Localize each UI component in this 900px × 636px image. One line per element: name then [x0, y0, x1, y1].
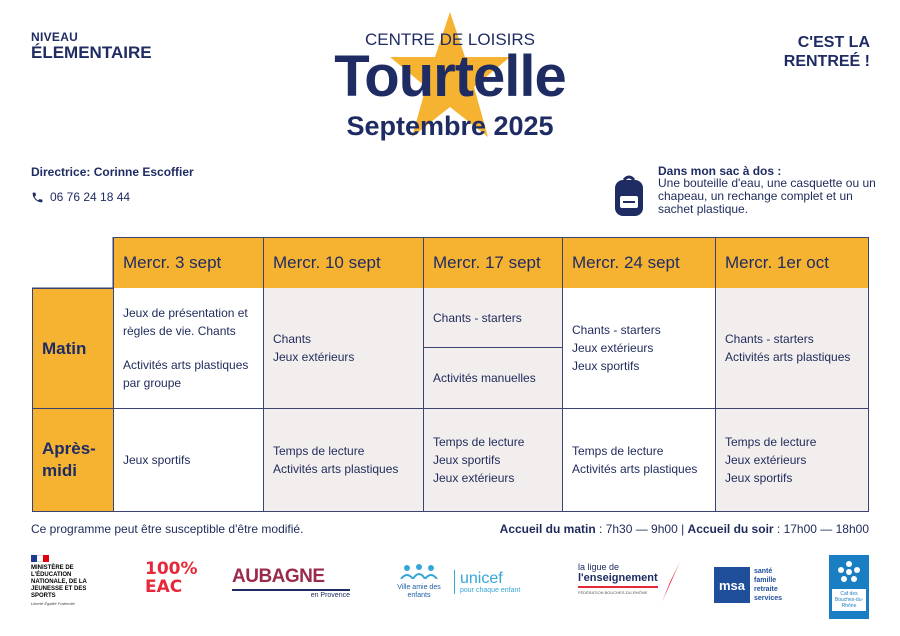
cell-matin-17-sept-top [424, 288, 563, 348]
aubagne-sub: en Provence [310, 592, 350, 599]
activity-text: Activités arts plastiques par groupe [123, 358, 249, 390]
cell-apres-1er-oct [716, 409, 869, 512]
aubagne-text: AUBAGNE [232, 566, 325, 587]
ligue-logo [578, 562, 683, 595]
rentree-banner [784, 33, 870, 71]
cell-apres-3-sept [113, 409, 264, 512]
centre-label: CENTRE DE LOISIRS [364, 30, 536, 49]
flag-icon [31, 555, 49, 562]
activity-text: Activités arts plastiques [273, 462, 399, 476]
msa-text [754, 567, 782, 603]
activity-text: Activités arts plastiques [725, 350, 851, 364]
rentree-line-2: RENTREÉ ! [783, 53, 870, 70]
schedule-table [32, 237, 869, 512]
row-header-matin: Matin [32, 288, 113, 409]
msa-line-3: retraite [754, 586, 778, 593]
ville-amie-mark [390, 563, 448, 600]
activity-text: Temps de lecture [572, 444, 664, 458]
sac-title: Dans mon sac à dos : [658, 164, 782, 178]
day-header: Mercr. 3 sept [113, 237, 264, 288]
accueil-hours [500, 522, 869, 536]
aubagne-logo [232, 567, 352, 599]
ligue-flag-icon [658, 562, 683, 602]
msa-logo [714, 567, 804, 603]
backpack-icon [612, 174, 646, 218]
unicef-text: unicef [460, 569, 503, 587]
ligue-line-2: l'enseignement [578, 572, 658, 584]
row-header-apres-line-1: Après- [42, 439, 96, 458]
ministere-text: MINISTÈRE DE L'ÉDUCATION NATIONALE, DE LA JEUNESSE ET DES SPORTS [31, 565, 87, 599]
phone-icon [31, 191, 44, 204]
cell-matin-24-sept [563, 288, 716, 409]
month-subtitle: Septembre 2025 [346, 111, 554, 141]
activity-text: Jeux sportifs [572, 359, 640, 373]
ministere-logo [31, 555, 101, 606]
ligue-line-1: la ligue de [578, 562, 620, 572]
activity-text: Chants [273, 332, 312, 346]
niveau-label: NIVEAU [31, 30, 79, 44]
activity-text: Chants - starters [433, 310, 522, 325]
msa-line-2: famille [754, 577, 777, 584]
phone-row [31, 190, 130, 204]
cell-apres-17-sept [424, 409, 563, 512]
phone-number: 06 76 24 18 44 [50, 190, 131, 204]
eac-text: 100% EAC [145, 559, 198, 597]
activity-text: Jeux extérieurs [273, 350, 355, 364]
activity-text: Jeux sportifs [123, 453, 191, 467]
day-header: Mercr. 10 sept [264, 237, 424, 288]
unicef-block [454, 570, 520, 594]
activity-text: Chants - starters [572, 323, 661, 337]
activity-text: Temps de lecture [273, 444, 365, 458]
activity-text: Jeux extérieurs [433, 471, 515, 485]
eac-logo [145, 559, 198, 597]
activity-text: Temps de lecture [433, 435, 525, 449]
activity-text: Jeux extérieurs [572, 341, 654, 355]
accueil-matin-value: : 7h30 — 9h00 | [595, 522, 688, 536]
day-header: Mercr. 17 sept [424, 237, 563, 288]
cell-matin-10-sept [264, 288, 424, 409]
activity-text: Activités arts plastiques [572, 462, 698, 476]
rentree-line-1: C'EST LA [797, 34, 870, 51]
activity-text: Jeux sportifs [725, 471, 793, 485]
page-title: Tourtelle [334, 44, 566, 109]
activity-text: Temps de lecture [725, 435, 817, 449]
ville-amie-text: Ville amie des enfants [397, 584, 441, 599]
day-header: Mercr. 24 sept [563, 237, 716, 288]
cell-matin-17-sept-bottom [424, 348, 563, 409]
activity-text: Jeux de présentation et règles de vie. Chants [123, 306, 248, 338]
caf-star-icon [836, 559, 862, 585]
ligue-rule [578, 586, 658, 588]
accueil-matin-label: Accueil du matin [499, 522, 596, 536]
activity-text: Jeux sportifs [433, 453, 501, 467]
niveau-value: ÉLEMENTAIRE [31, 43, 152, 62]
activity-text: Activités manuelles [433, 371, 536, 385]
day-header: Mercr. 1er oct [716, 237, 869, 288]
msa-line-1: santé [754, 568, 773, 575]
directrice-text: Directrice: Corinne Escoffier [31, 165, 194, 179]
modification-note: Ce programme peut être susceptible d'être modifié. [31, 522, 304, 536]
cell-apres-24-sept [563, 409, 716, 512]
unicef-logo [390, 563, 538, 600]
accueil-soir-label: Accueil du soir [687, 522, 774, 536]
caf-logo [829, 555, 869, 619]
accueil-soir-value: : 17h00 — 18h00 [773, 522, 869, 536]
cell-apres-10-sept [264, 409, 424, 512]
ligue-line-3: FÉDÉRATION BOUCHES-DU-RHÔNE [578, 590, 648, 595]
aubagne-rule [232, 589, 350, 591]
row-header-apres-midi [32, 409, 113, 512]
caf-text: Caf des Bouches-du-Rhône [832, 589, 866, 611]
cell-matin-3-sept [113, 288, 264, 409]
unicef-sub: pour chaque enfant [460, 586, 521, 594]
cell-matin-1er-oct [716, 288, 869, 409]
children-icon [399, 563, 439, 579]
msa-mark-icon: msa [714, 567, 750, 603]
ministere-motto: Liberté Égalité Fraternité [31, 601, 75, 606]
activity-text: Jeux extérieurs [725, 453, 807, 467]
msa-line-4: services [754, 595, 783, 602]
activity-text: Chants - starters [725, 332, 814, 346]
sac-text: Une bouteille d'eau, une casquette ou un chapeau, un rechange complet et un sachet plastique. [658, 176, 876, 216]
row-header-apres-line-2: midi [42, 461, 77, 480]
